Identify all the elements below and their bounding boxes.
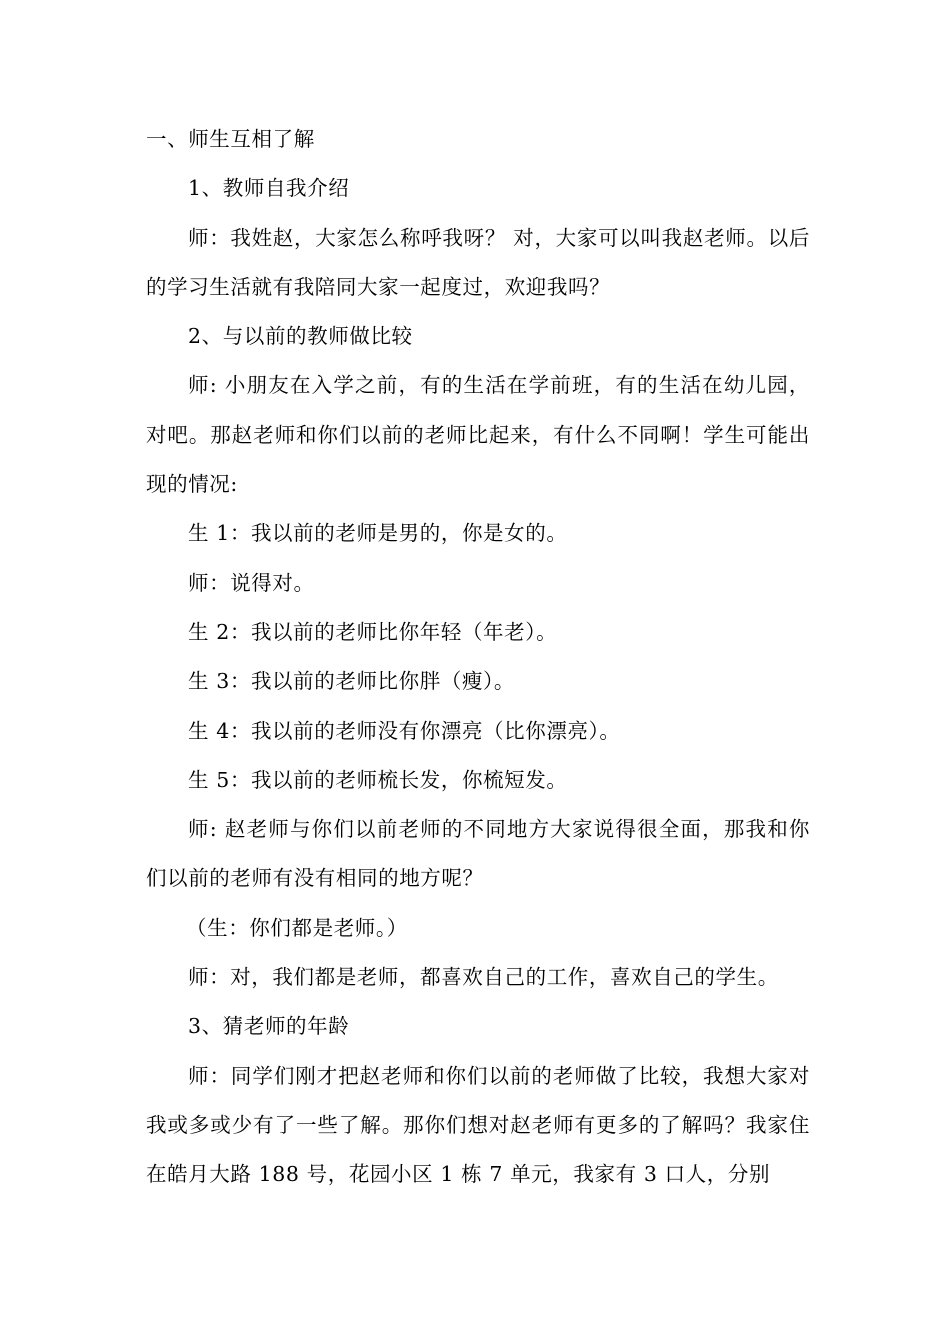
dialogue-line: （生：你们都是老师。） [186, 915, 408, 940]
subsection-heading: 3、猜老师的年龄 [188, 1014, 350, 1039]
dialogue-line: 生 4：我以前的老师没有你漂亮（比你漂亮）。 [188, 718, 621, 743]
section-heading: 一、师生互相了解 [146, 127, 315, 151]
paragraph: 师: 赵老师与你们以前老师的不同地方大家说得很全面，那我和你们以前的老师有没有相同的地方呢？ [146, 817, 810, 891]
dialogue-line: 生 2：我以前的老师比你年轻（年老）。 [188, 619, 558, 644]
subsection-heading: 1、教师自我介绍 [188, 176, 350, 201]
paragraph: 师：我姓赵，大家怎么称呼我呀？ 对，大家可以叫我赵老师。以后的学习生活就有我陪同大家一起度过，欢迎我吗？ [146, 225, 810, 299]
subsection-heading: 2、与以前的教师做比较 [188, 324, 413, 349]
dialogue-line: 生 5：我以前的老师梳长发，你梳短发。 [188, 767, 568, 792]
dialogue-line: 生 3：我以前的老师比你胖（瘦）。 [188, 669, 516, 694]
paragraph: 师：同学们刚才把赵老师和你们以前的老师做了比较，我想大家对我或多或少有了一些了解。那你们想对赵老师有更多的了解吗？我家住在皓月大路 188 号，花园小区 1 栋 7 单元，我家有 3 口人，分别 [146, 1063, 810, 1187]
document-body [146, 115, 810, 1200]
dialogue-line: 师：说得对。 [188, 570, 315, 595]
paragraph: 师：对，我们都是老师，都喜欢自己的工作，喜欢自己的学生。 [188, 965, 779, 990]
paragraph: 师: 小朋友在入学之前，有的生活在学前班，有的生活在幼儿园，对吧。那赵老师和你们以前的老师比起来，有什么不同啊！学生可能出现的情况: [146, 373, 810, 497]
dialogue-line: 生 1：我以前的老师是男的，你是女的。 [188, 521, 568, 546]
